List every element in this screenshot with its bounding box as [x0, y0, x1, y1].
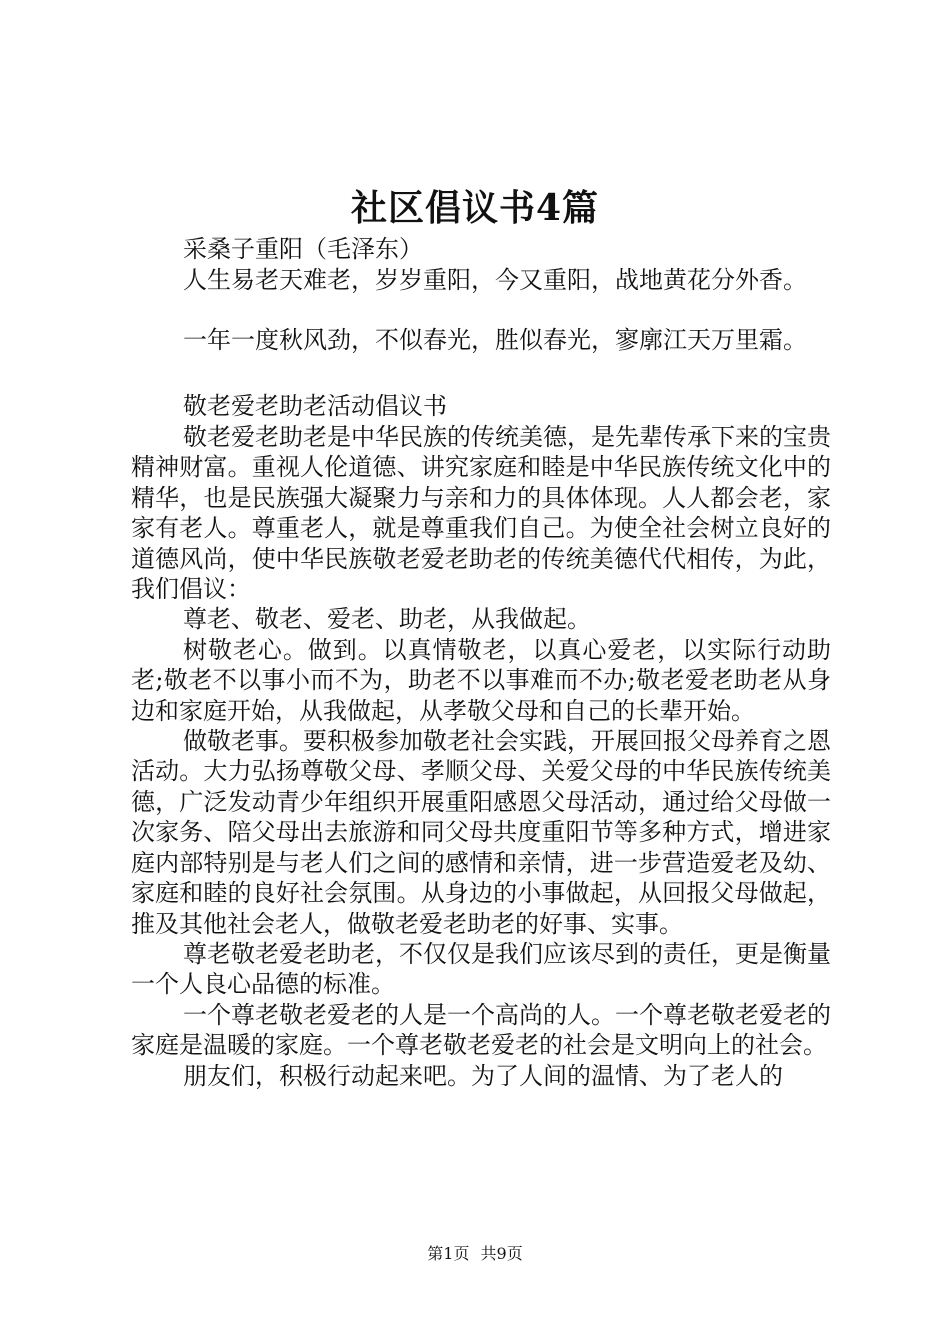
- paragraph: 做敬老事。要积极参加敬老社会实践，开展回报父母养育之恩活动。大力弘扬尊敬父母、孝顺父母、关爱父母的中华民族传统美德，广泛发动青少年组织开展重阳感恩父母活动，通过给父母做一次家务、陪父母出去旅游和同父母共度重阳节等多种方式，增进家庭内部特别是与老人们之间的感情和亲情，进一步营造爱老及幼、家庭和睦的良好社会氛围。从身边的小事做起，从回报父母做起，推及其他社会老人，做敬老爱老助老的好事、实事。: [131, 727, 831, 938]
- paragraph: 一个尊老敬老爱老的人是一个高尚的人。一个尊老敬老爱老的家庭是温暖的家庭。一个尊老敬老爱老的社会是文明向上的社会。: [131, 1000, 831, 1060]
- page-number: 第1页: [427, 1244, 470, 1263]
- page-title: 社区倡议书4篇: [350, 187, 600, 229]
- page-footer: [0, 1243, 950, 1265]
- article-body: [131, 422, 831, 1091]
- paragraph: 尊老敬老爱老助老，不仅仅是我们应该尽到的责任，更是衡量一个人良心品德的标准。: [131, 939, 831, 999]
- poem-line: 一年一度秋风劲，不似春光，胜似春光，寥廓江天万里霜。: [183, 326, 807, 354]
- article-title: 敬老爱老助老活动倡议书: [183, 392, 447, 420]
- paragraph: 朋友们，积极行动起来吧。为了人间的温情、为了老人的: [183, 1061, 783, 1090]
- paragraph: 敬老爱老助老是中华民族的传统美德，是先辈传承下来的宝贵精神财富。重视人伦道德、讲究家庭和睦是中华民族传统文化中的精华，也是民族强大凝聚力与亲和力的具体体现。人人都会老，家家有老人。尊重老人，就是尊重我们自己。为使全社会树立良好的道德风尚，使中华民族敬老爱老助老的传统美德代代相传，为此，我们倡议：: [131, 423, 831, 604]
- paragraph: 尊老、敬老、爱老、助老，从我做起。: [183, 605, 591, 634]
- total-pages: 共9页: [480, 1244, 523, 1263]
- poem-heading: 采桑子重阳（毛泽东）: [183, 235, 423, 263]
- paragraph: 树敬老心。做到。以真情敬老，以真心爱老，以实际行动助老;敬老不以事小而不为，助老不以事难而不办;敬老爱老助老从身边和家庭开始，从我做起，从孝敬父母和自己的长辈开始。: [131, 635, 831, 725]
- poem-line: 人生易老天难老，岁岁重阳，今又重阳，战地黄花分外香。: [183, 266, 807, 294]
- poem-section: [183, 234, 883, 385]
